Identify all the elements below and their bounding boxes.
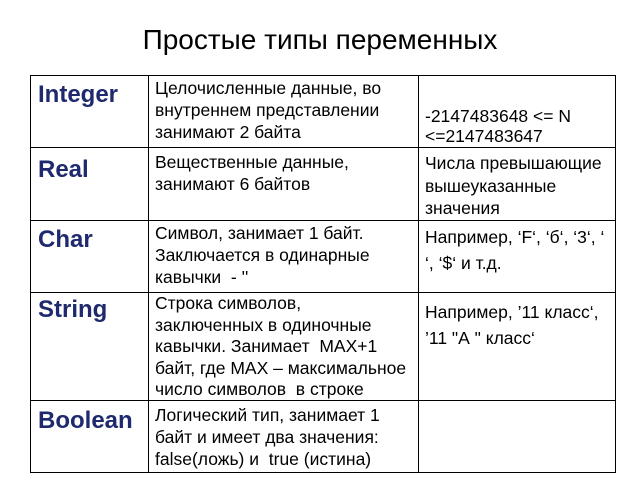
description-cell-boolean: [148, 400, 419, 473]
values-line: ’11 "А " класс‘: [425, 328, 535, 348]
description-line: false(ложь) и true (истина): [155, 449, 372, 469]
description-line: Символ, занимает 1 байт.: [155, 223, 364, 243]
description-cell-real: [148, 147, 419, 221]
description-line: Целочисленные данные, во: [155, 78, 382, 98]
description-line: занимают 6 байтов: [155, 174, 311, 194]
description-line: Строка символов,: [155, 293, 302, 313]
values-line: <=2147483647: [425, 126, 543, 146]
description-line: кавычки - '': [155, 267, 249, 287]
types-table: [30, 75, 616, 473]
description-line: Вещественные данные,: [155, 152, 349, 172]
type-label: Char: [38, 226, 93, 253]
type-cell-real: [30, 147, 149, 221]
values-line: -2147483648 <= N: [425, 106, 571, 126]
type-label: Boolean: [38, 407, 133, 434]
values-line: ‘, ‘$‘ и т.д.: [425, 253, 502, 273]
values-line: значения: [425, 198, 500, 218]
description-cell-integer: [148, 75, 419, 148]
values-line: вышеуказанные: [425, 175, 557, 196]
type-label: String: [38, 296, 108, 323]
description-line: байт и имеет два значения:: [155, 427, 379, 447]
description-cell-char: [148, 220, 419, 293]
type-cell-boolean: [30, 400, 149, 473]
type-label: Real: [38, 156, 89, 183]
values-cell-boolean: [418, 400, 616, 473]
description-line: занимают 2 байта: [155, 122, 301, 142]
type-cell-string: [30, 292, 149, 401]
description-line: число символов в строке: [155, 379, 364, 399]
description-line: байт, где MAX – максимальное: [155, 357, 407, 378]
description-line: кавычки. Занимает MAX+1: [155, 336, 378, 356]
type-label: Integer: [38, 81, 119, 108]
description-line: Логический тип, занимает 1: [155, 405, 380, 425]
values-cell-string: [418, 292, 616, 401]
values-cell-integer: [418, 75, 616, 148]
description-cell-string: [148, 292, 419, 401]
values-cell-char: [418, 220, 616, 293]
values-line: Числа превышающие: [425, 153, 602, 173]
description-line: заключенных в одиночные: [155, 314, 372, 335]
values-line: Например, ‘F‘, ‘б‘, ‘3‘, ‘: [425, 227, 605, 247]
page-title: Простые типы переменных: [142, 24, 498, 55]
type-cell-integer: [30, 75, 149, 148]
type-cell-char: [30, 220, 149, 293]
values-line: Например, ’11 класс‘,: [425, 302, 599, 322]
description-line: внутреннем представлении: [155, 100, 380, 120]
description-line: Заключается в одинарные: [155, 245, 370, 265]
values-cell-real: [418, 147, 616, 221]
